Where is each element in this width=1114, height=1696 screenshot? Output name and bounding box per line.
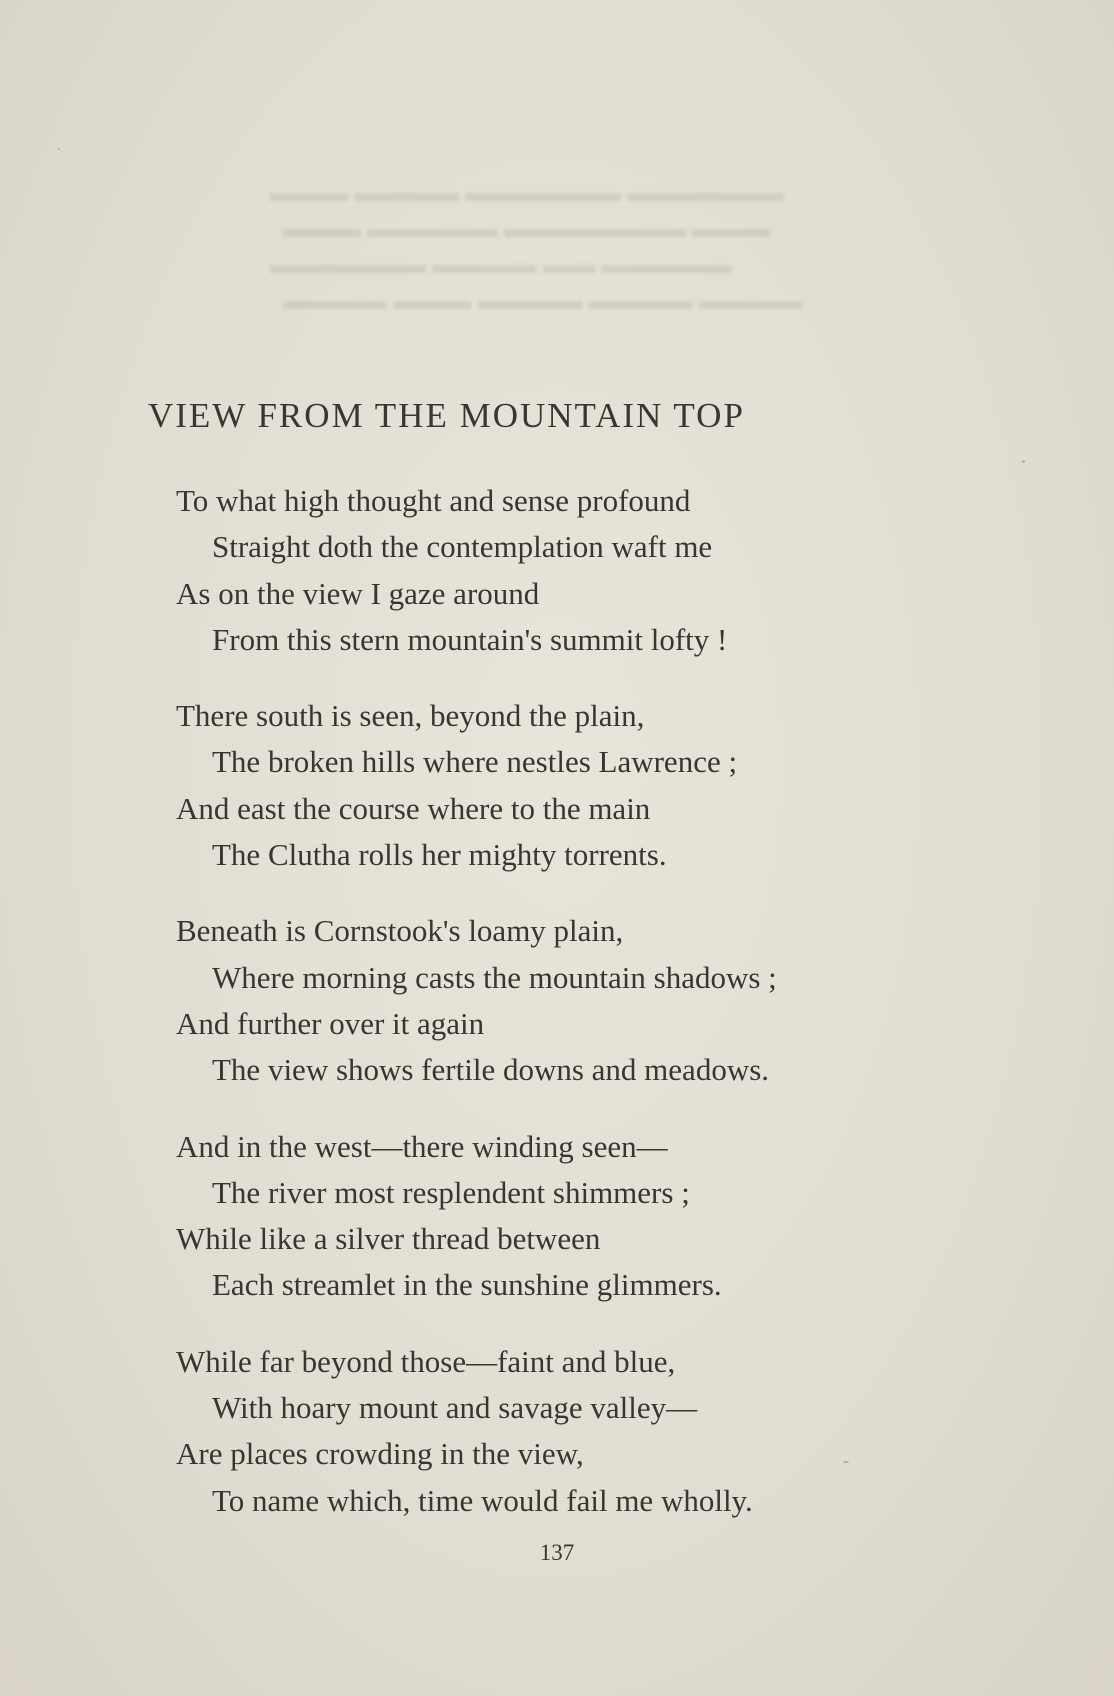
poem-line: From this stern mountain's summit lofty ! [212, 621, 728, 657]
stanza [176, 908, 1056, 1093]
poem-line: Are places crowding in the view, [176, 1436, 584, 1472]
poem-line: Each streamlet in the sunshine glimmers. [212, 1267, 722, 1303]
poem-title: VIEW FROM THE MOUNTAIN TOP [148, 396, 745, 435]
poem-line: With hoary mount and savage valley— [212, 1390, 698, 1426]
poem-line: And in the west—there winding seen— [176, 1128, 668, 1164]
poem-line: The river most resplendent shimmers ; [212, 1174, 690, 1210]
poem-line: Beneath is Cornstook's loamy plain, [176, 913, 624, 949]
bleed-through-text: ▬▬▬ ▬▬▬▬ ▬▬▬▬▬▬ ▬▬▬▬▬▬ ▬▬▬ ▬▬▬▬▬ ▬▬▬▬▬▬▬ ▬▬▬ ▬▬▬▬▬▬ ▬▬▬▬ ▬▬ ▬▬▬▬▬ ▬▬▬▬ ▬▬▬ ▬▬▬▬ ▬▬▬▬ ▬▬▬▬ [270, 178, 803, 315]
poem-line: While like a silver thread between [176, 1221, 601, 1257]
poem-line: As on the view I gaze around [176, 575, 540, 611]
poem-line: The Clutha rolls her mighty torrents. [212, 837, 667, 873]
paper-speck [843, 1461, 849, 1463]
poem-body [176, 478, 1056, 1554]
poem-line: To name which, time would fail me wholly. [212, 1482, 753, 1518]
paper-speck [58, 148, 60, 150]
stanza [176, 1339, 1056, 1524]
poem-line: The broken hills where nestles Lawrence ; [212, 744, 738, 780]
poem-line: There south is seen, beyond the plain, [176, 698, 645, 734]
poem-line: Straight doth the contemplation waft me [212, 529, 713, 565]
poem-line: To what high thought and sense profound [176, 483, 691, 518]
stanza [176, 478, 1056, 663]
page-number: 137 [539, 1540, 575, 1565]
poem-line: Where morning casts the mountain shadows ; [212, 959, 777, 995]
stanza [176, 693, 1056, 878]
poem-line: The view shows fertile downs and meadows. [212, 1052, 770, 1088]
poem-line: While far beyond those—faint and blue, [176, 1343, 676, 1379]
poem-line: And further over it again [176, 1005, 485, 1041]
poem-line: And east the course where to the main [176, 790, 651, 826]
paper-speck [1022, 460, 1025, 463]
stanza [176, 1124, 1056, 1309]
